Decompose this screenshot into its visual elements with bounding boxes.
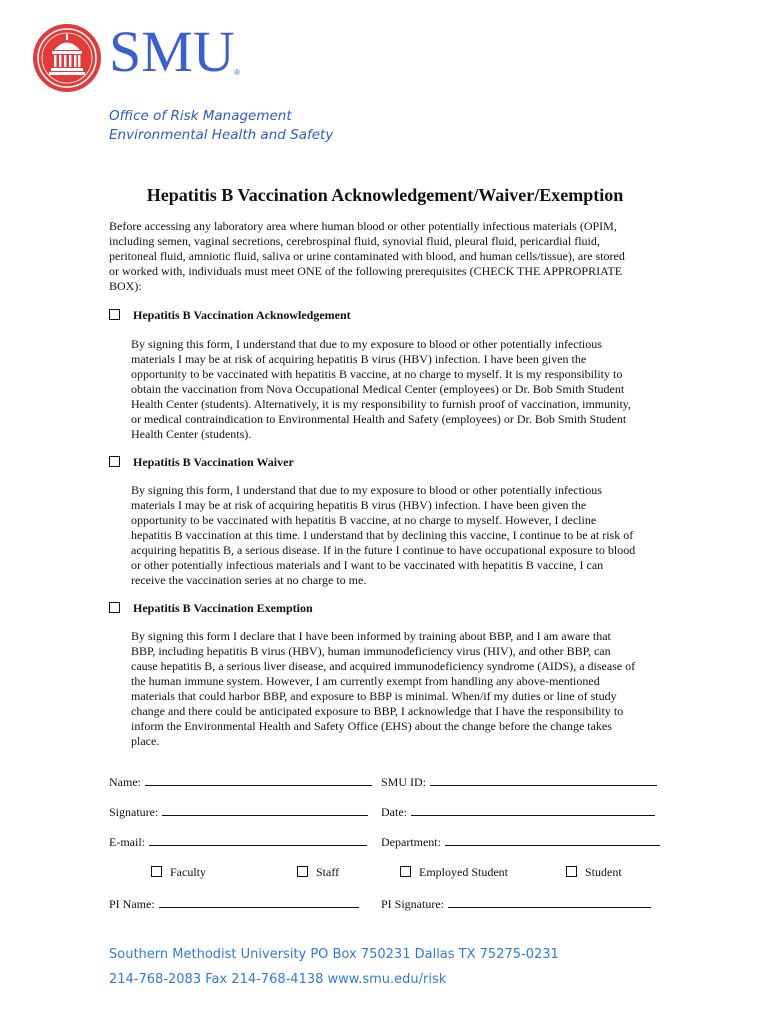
name-input-line[interactable] bbox=[145, 774, 372, 786]
body-line: cause hepatitis B, a serious liver disease, and acquired immunodeficiency syndrome (AIDS), a disease of bbox=[131, 659, 636, 673]
smu-wordmark: SMU bbox=[109, 19, 235, 84]
department-name: Environmental Health and Safety bbox=[109, 127, 334, 143]
smu-id-label: SMU ID: bbox=[381, 775, 427, 789]
role-label: Employed Student bbox=[419, 865, 508, 879]
role-faculty[interactable] bbox=[151, 865, 206, 880]
signature-label: Signature: bbox=[109, 805, 159, 819]
option-heading: Hepatitis B Vaccination Waiver bbox=[133, 455, 294, 469]
email-input-line[interactable] bbox=[149, 834, 367, 846]
body-line: BBP, including hepatitis B virus (HBV), human immunodeficiency virus (HIV), and other BBP, can bbox=[131, 644, 611, 658]
body-line: opportunity to be vaccinated with hepatitis B vaccine, at no charge to myself. However, I decline bbox=[131, 513, 597, 527]
body-line: acquiring hepatitis B, a serious disease. If in the future I continue to have occupational exposure to blood bbox=[131, 543, 636, 557]
footer-contact: 214-768-2083 Fax 214-768-4138 www.smu.edu/risk bbox=[109, 972, 447, 987]
form-title: Hepatitis B Vaccination Acknowledgement/Waiver/Exemption bbox=[146, 185, 624, 205]
body-line: place. bbox=[131, 734, 160, 748]
body-line: hepatitis B vaccination at this time. I understand that by declining this vaccine, I continue to be at risk of bbox=[131, 528, 634, 542]
acknowledgement-checkbox[interactable] bbox=[109, 309, 120, 320]
department-label: Department: bbox=[381, 835, 441, 849]
name-label: Name: bbox=[109, 775, 141, 789]
role-label: Student bbox=[585, 865, 622, 879]
pi-name-field[interactable] bbox=[109, 896, 359, 912]
body-line: Health Center (students). Alternatively, it is my responsibility to furnish proof of vaccination, immunity, bbox=[131, 397, 632, 411]
body-line: inform the Environmental Health and Safety Office (EHS) about the change before the change takes bbox=[131, 719, 612, 733]
department-input-line[interactable] bbox=[445, 834, 660, 846]
date-input-line[interactable] bbox=[411, 804, 655, 816]
intro-line: Before accessing any laboratory area where human blood or other potentially infectious materials (OPIM, bbox=[109, 219, 617, 233]
intro-line: or worked with, individuals must meet ONE of the following prerequisites (CHECK THE APPROPRIATE bbox=[109, 264, 623, 278]
body-line: receive the vaccination series at no charge to me. bbox=[131, 573, 367, 587]
body-line: By signing this form, I understand that due to my exposure to blood or other potentially infectious bbox=[131, 483, 602, 497]
role-employed-student[interactable] bbox=[400, 865, 508, 880]
signature-field[interactable] bbox=[109, 804, 368, 820]
intro-line: including semen, vaginal secretions, cerebrospinal fluid, synovial fluid, pleural fluid, pericardial fluid, bbox=[109, 234, 600, 248]
exemption-checkbox[interactable] bbox=[109, 602, 120, 613]
body-line: obtain the vaccination from Nova Occupational Medical Center (employees) or Dr. Bob Smith Student bbox=[131, 382, 625, 396]
body-line: By signing this form, I understand that due to my exposure to blood or other potentially infectious bbox=[131, 337, 602, 351]
intro-line: BOX): bbox=[109, 279, 142, 293]
office-name: Office of Risk Management bbox=[109, 108, 292, 124]
footer-address: Southern Methodist University PO Box 750231 Dallas TX 75275-0231 bbox=[109, 947, 559, 962]
option-heading: Hepatitis B Vaccination Acknowledgement bbox=[133, 308, 351, 322]
option-waiver[interactable] bbox=[109, 455, 294, 470]
pi-name-label: PI Name: bbox=[109, 897, 155, 911]
registered-mark: ® bbox=[234, 68, 240, 77]
intro-paragraph bbox=[109, 219, 661, 294]
option-heading: Hepatitis B Vaccination Exemption bbox=[133, 601, 313, 615]
exemption-body bbox=[131, 629, 663, 749]
body-line: materials I may be at risk of acquiring hepatitis B virus (HBV) infection. I have been given the bbox=[131, 352, 587, 366]
body-line: materials that could harbor BBP, and exposure to BBP is minimal. When/if my duties or line of study bbox=[131, 689, 617, 703]
date-label: Date: bbox=[381, 805, 407, 819]
name-field[interactable] bbox=[109, 774, 372, 790]
smu-seal-logo bbox=[32, 23, 102, 93]
employed-student-checkbox[interactable] bbox=[400, 866, 411, 877]
role-label: Staff bbox=[316, 865, 340, 879]
body-line: or other potentially infectious materials and I want to be vaccinated with hepatitis B vaccine, I can bbox=[131, 558, 604, 572]
signature-input-line[interactable] bbox=[162, 804, 368, 816]
body-line: Health Center (students). bbox=[131, 427, 252, 441]
role-label: Faculty bbox=[170, 865, 206, 879]
option-acknowledgement[interactable] bbox=[109, 308, 351, 323]
body-line: materials I may be at risk of acquiring hepatitis B virus (HBV) infection. I have been given the bbox=[131, 498, 587, 512]
body-line: or medical contraindication to Environmental Health and Safety (employees) or Dr. Bob Smith Student bbox=[131, 412, 627, 426]
role-student[interactable] bbox=[566, 865, 622, 880]
student-checkbox[interactable] bbox=[566, 866, 577, 877]
acknowledgement-body bbox=[131, 337, 663, 442]
waiver-checkbox[interactable] bbox=[109, 456, 120, 467]
pi-signature-label: PI Signature: bbox=[381, 897, 444, 911]
pi-signature-field[interactable] bbox=[381, 896, 651, 912]
role-staff[interactable] bbox=[297, 865, 339, 880]
email-field[interactable] bbox=[109, 834, 367, 850]
option-exemption[interactable] bbox=[109, 601, 313, 616]
smu-id-input-line[interactable] bbox=[430, 774, 657, 786]
pi-signature-input-line[interactable] bbox=[448, 896, 651, 908]
waiver-body bbox=[131, 483, 663, 588]
body-line: opportunity to be vaccinated with hepatitis B vaccine, at no charge to myself. It is my responsibility to bbox=[131, 367, 623, 381]
date-field[interactable] bbox=[381, 804, 655, 820]
intro-line: peritoneal fluid, amniotic fluid, saliva or urine contaminated with blood, and human cells/tissue), are stored bbox=[109, 249, 625, 263]
staff-checkbox[interactable] bbox=[297, 866, 308, 877]
pi-name-input-line[interactable] bbox=[159, 896, 359, 908]
body-line: the human immune system. However, I am currently exempt from handling any above-mentioned bbox=[131, 674, 600, 688]
email-label: E-mail: bbox=[109, 835, 145, 849]
smu-id-field[interactable] bbox=[381, 774, 657, 790]
body-line: By signing this form I declare that I have been informed by training about BBP, and I am aware that bbox=[131, 629, 611, 643]
faculty-checkbox[interactable] bbox=[151, 866, 162, 877]
department-field[interactable] bbox=[381, 834, 660, 850]
body-line: change and there could be anticipated exposure to BBP, I acknowledge that I have the responsibility to bbox=[131, 704, 624, 718]
